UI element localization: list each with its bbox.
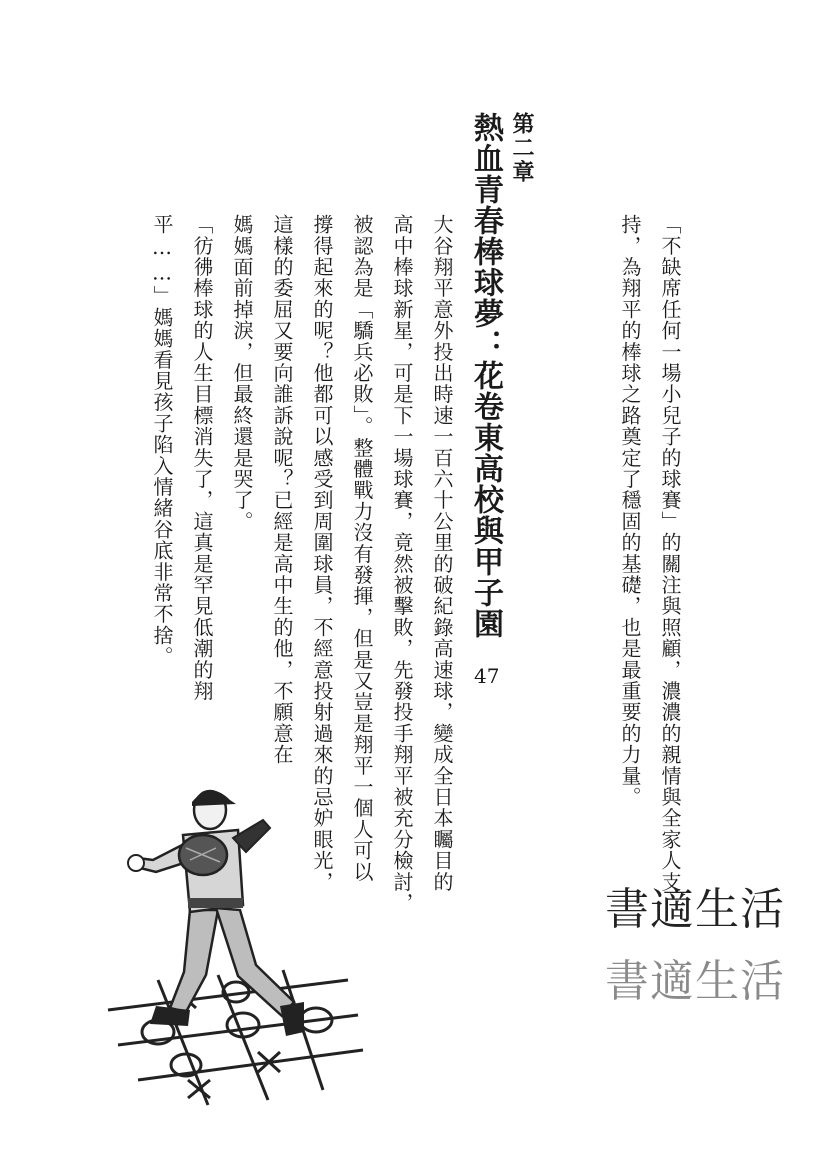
chapter-title: 熱血青春棒球夢：花卷東高校與甲子園	[468, 112, 503, 639]
body-column-6: 媽媽面前掉淚，但最終還是哭了。	[230, 214, 254, 532]
grid-marks	[142, 982, 332, 1098]
watermark-text-light: 書適生活	[605, 956, 785, 1007]
baseball-pitcher-illustration	[98, 780, 368, 1110]
body-column-3: 被認為是「驕兵必敗」。整體戰力沒有發揮，但是又豈是翔平一個人可以	[350, 214, 374, 883]
pitcher-legs	[170, 908, 294, 1016]
prev-paragraph-line-1: 「不缺席任何一場小兒子的球賽」的關注與照顧，濃濃的親情與全家人支	[658, 214, 682, 893]
body-column-1: 大谷翔平意外投出時速一百六十公里的破紀錄高速球，變成全日本矚目的	[430, 214, 454, 893]
chapter-label: 第二章	[509, 112, 534, 184]
page-number: 47	[474, 664, 500, 688]
body-column-7: 「彷彿棒球的人生目標消失了，這真是罕見低潮的翔	[190, 214, 214, 702]
prev-paragraph-line-2: 持，為翔平的棒球之路奠定了穩固的基礎，也是最重要的力量。	[618, 214, 642, 808]
pitcher-belt	[188, 898, 243, 908]
cap-icon	[192, 790, 236, 806]
baseball-icon	[128, 855, 144, 871]
body-column-8: 平……」媽媽看見孩子陷入情緒谷底非常不捨。	[150, 214, 174, 668]
body-column-2: 高中棒球新星，可是下一場球賽，竟然被擊敗，先發投手翔平被充分檢討，	[390, 214, 414, 914]
grid-lines	[108, 970, 363, 1105]
o-mark	[227, 1013, 259, 1037]
body-column-4: 撐得起來的呢？他都可以感受到周圍球員，不經意投射過來的忌妒眼光，	[310, 214, 334, 893]
body-column-5: 這樣的委屈又要向誰訴說呢？已經是高中生的他，不願意在	[270, 214, 294, 766]
watermark-text-dark: 書適生活	[605, 884, 785, 935]
